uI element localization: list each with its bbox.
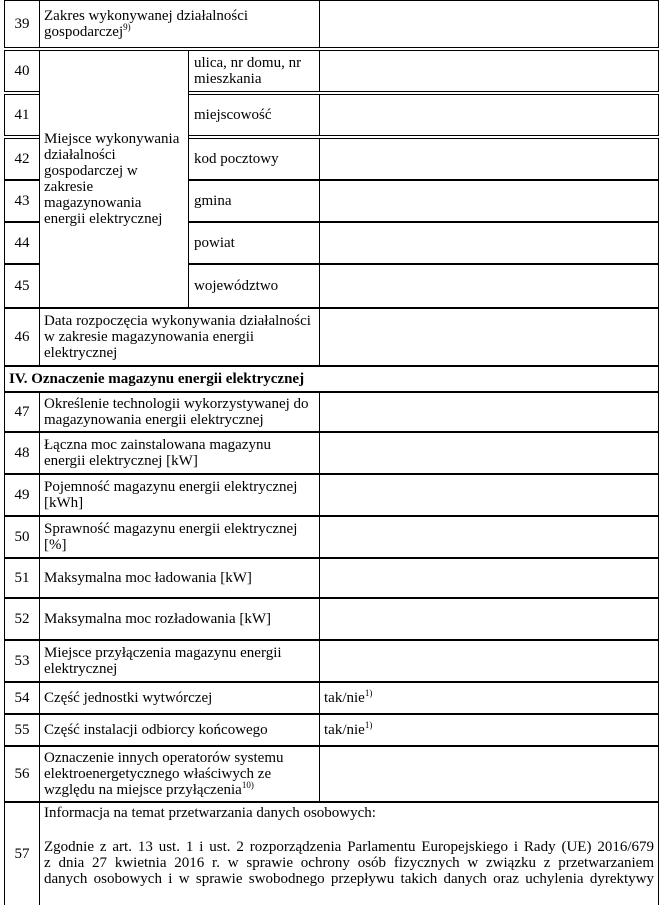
- row-number: 53: [5, 641, 40, 681]
- row-53: [4, 640, 659, 682]
- row-number: 55: [5, 715, 40, 745]
- value-cell-39[interactable]: [320, 1, 658, 47]
- value-cell-50[interactable]: [320, 517, 658, 557]
- value-cell-46[interactable]: [320, 309, 658, 365]
- row-label: Maksymalna moc ładowania [kW]: [40, 559, 320, 597]
- row-number: 39: [5, 1, 40, 47]
- privacy-heading: Informacja na temat przetwarzania danych osobowych:: [44, 805, 376, 821]
- row-number: 42: [5, 139, 40, 179]
- row-51: [4, 558, 659, 598]
- row-number: 50: [5, 517, 40, 557]
- row-sublabel: kod pocztowy: [190, 139, 320, 179]
- row-57: [4, 802, 659, 905]
- row-sublabel: miejscowość: [190, 95, 320, 135]
- value-cell-56[interactable]: [320, 747, 658, 801]
- value-cell-51[interactable]: [320, 559, 658, 597]
- row-number: 48: [5, 433, 40, 473]
- row-47: [4, 392, 659, 432]
- row-46: [4, 308, 659, 366]
- row-sublabel: województwo: [190, 265, 320, 307]
- value-cell-41[interactable]: [320, 95, 658, 135]
- row-number: 45: [5, 265, 40, 307]
- value-cell-40[interactable]: [320, 51, 658, 91]
- value-cell-54[interactable]: tak/nie$^{1)}$: [324, 688, 373, 706]
- row-label: Pojemność magazynu energii elektrycznej [kWh]: [40, 475, 320, 515]
- value-cell-47[interactable]: [320, 393, 658, 431]
- row-number: 51: [5, 559, 40, 597]
- value-cell-52[interactable]: [320, 599, 658, 639]
- row-number: 56: [5, 747, 40, 801]
- row-label: Część jednostki wytwórczej: [40, 683, 320, 713]
- row-label: Data rozpoczęcia wykonywania działalności w zakresie magazynowania energii elektrycznej: [40, 309, 320, 365]
- row-label: Maksymalna moc rozładowania [kW]: [40, 599, 320, 639]
- value-cell-44[interactable]: [320, 223, 658, 263]
- row-number: 49: [5, 475, 40, 515]
- row-label: Część instalacji odbiorcy końcowego: [40, 715, 320, 745]
- row-label: Łączna moc zainstalowana magazynu energii elektrycznej [kW]: [40, 433, 320, 473]
- section-heading: IV. Oznaczenie magazynu energii elektrycznej: [4, 366, 659, 392]
- row-48: [4, 432, 659, 474]
- value-cell-53[interactable]: [320, 641, 658, 681]
- row-label: Zakres wykonywanej działalności gospodarczej$^{9)}$: [40, 1, 320, 47]
- row-54: [4, 682, 659, 714]
- value-cell-43[interactable]: [320, 181, 658, 221]
- value-cell-42[interactable]: [320, 139, 658, 179]
- value-cell-45[interactable]: [320, 265, 658, 307]
- value-cell-48[interactable]: [320, 433, 658, 473]
- row-number: 44: [5, 223, 40, 263]
- merged-location-label: Miejsce wykonywania działalności gospodarczej w zakresie magazynowania energii elektrycznej: [39, 50, 189, 308]
- row-number: 41: [5, 95, 40, 135]
- privacy-info: [40, 803, 658, 905]
- row-label: Miejsce przyłączenia magazynu energii elektrycznej: [40, 641, 320, 681]
- row-sublabel: powiat: [190, 223, 320, 263]
- row-number: 40: [5, 51, 40, 91]
- row-label: Określenie technologii wykorzystywanej do magazynowania energii elektrycznej: [40, 393, 320, 431]
- row-number: 57: [5, 803, 40, 905]
- row-number: 47: [5, 393, 40, 431]
- row-55: [4, 714, 659, 746]
- row-number: 43: [5, 181, 40, 221]
- row-number: 46: [5, 309, 40, 365]
- value-cell-49[interactable]: [320, 475, 658, 515]
- value-cell-55[interactable]: tak/nie$^{1)}$: [324, 720, 373, 738]
- row-sublabel: ulica, nr domu, nr mieszkania: [190, 51, 320, 91]
- row-label: Oznaczenie innych operatorów systemu elektroenergetycznego właściwych ze względu na miejsce przyłączenia$^{10)}$: [40, 747, 320, 801]
- row-52: [4, 598, 659, 640]
- row-label: Sprawność magazynu energii elektrycznej [%]: [40, 517, 320, 557]
- row-number: 52: [5, 599, 40, 639]
- privacy-paragraph: Zgodnie z art. 13 ust. 1 i ust. 2 rozporządzenia Parlamentu Europejskiego i Rady (UE) 2016/679 z dnia 27 kwietnia 2016 r. w sprawie ochrony osób fizycznych w związku z przetwarzaniem danych osobowych i w sprawie swobodnego przepływu takich danych oraz uchylenia dyrektywy: [44, 839, 654, 887]
- row-49: [4, 474, 659, 516]
- row-50: [4, 516, 659, 558]
- row-56: [4, 746, 659, 802]
- row-39: [4, 0, 659, 48]
- form-table: [4, 0, 659, 905]
- row-number: 54: [5, 683, 40, 713]
- row-sublabel: gmina: [190, 181, 320, 221]
